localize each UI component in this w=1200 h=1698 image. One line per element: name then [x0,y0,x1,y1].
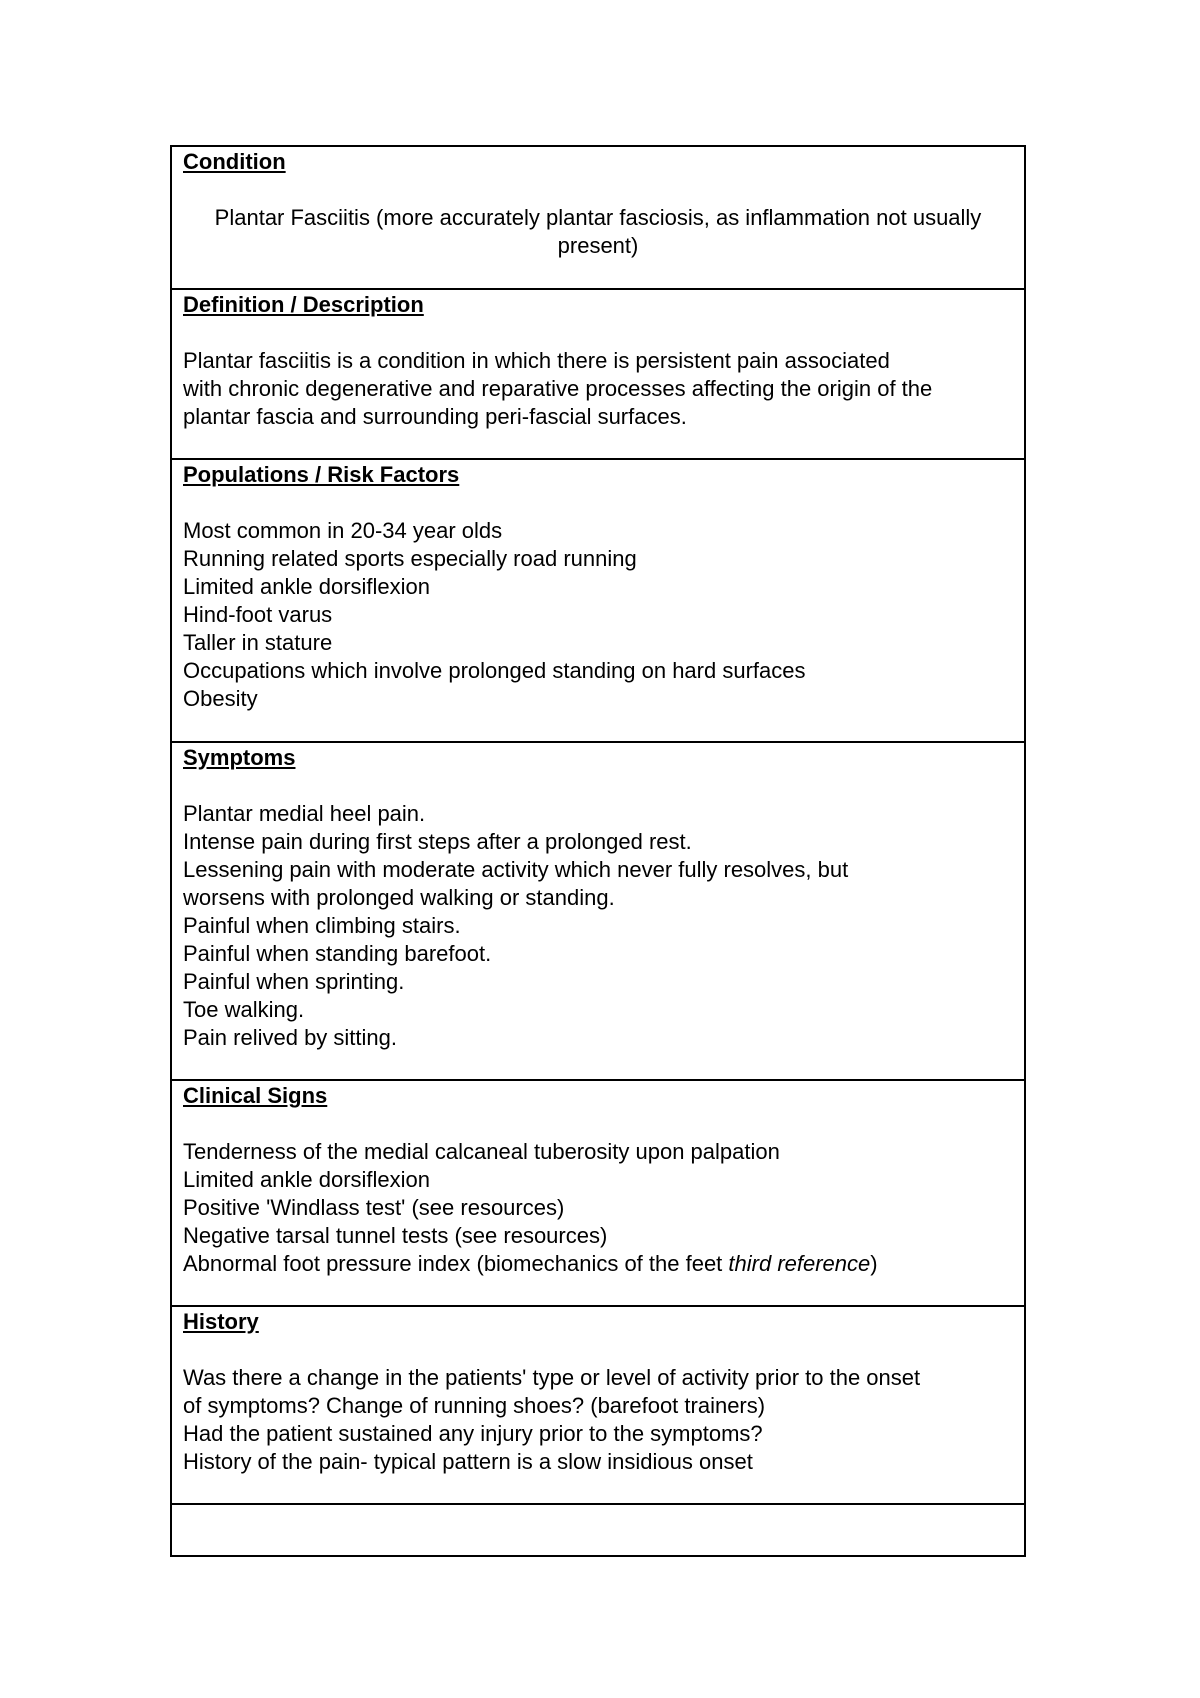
condition-text: Plantar Fasciitis (more accurately plantar fasciosis, as inflammation not usually present) [214,205,982,258]
history-item: Was there a change in the patients' type or level of activity prior to the onset [183,1365,921,1390]
risk-factor-item: Running related sports especially road running [183,546,637,571]
history-row [172,1307,1024,1505]
symptom-item: Painful when standing barefoot. [183,941,492,966]
symptom-item: Intense pain during first steps after a prolonged rest. [183,829,692,854]
definition-row [172,290,1024,460]
clinical-sign-item: Limited ankle dorsiflexion [183,1167,431,1192]
risk-factor-item: Most common in 20-34 year olds [183,518,503,543]
empty-row [172,1505,1024,1555]
symptom-item: Lessening pain with moderate activity which never fully resolves, but [183,857,849,882]
populations-heading: Populations / Risk Factors [183,462,460,487]
foot-pressure-text: Abnormal foot pressure index (biomechanics of the feet [183,1251,729,1276]
foot-pressure-closing: ) [870,1251,878,1276]
clinical-signs-row [172,1081,1024,1307]
symptoms-heading: Symptoms [183,745,296,770]
clinical-signs-heading: Clinical Signs [183,1083,328,1108]
definition-line: plantar fascia and surrounding peri-fascial surfaces. [183,404,687,429]
risk-factor-item: Occupations which involve prolonged standing on hard surfaces [183,658,806,683]
clinical-sign-item-foot-pressure [183,1250,1013,1278]
symptom-item: Plantar medial heel pain. [183,801,426,826]
history-item: History of the pain- typical pattern is a slow insidious onset [183,1449,753,1474]
definition-heading: Definition / Description [183,292,424,317]
definition-line: with chronic degenerative and reparative processes affecting the origin of the [183,376,933,401]
symptoms-row [172,743,1024,1081]
third-reference-text: third reference [728,1251,871,1276]
clinical-sign-item: Negative tarsal tunnel tests (see resources) [183,1223,608,1248]
history-item: of symptoms? Change of running shoes? (barefoot trainers) [183,1393,766,1418]
clinical-sign-item: Tenderness of the medial calcaneal tuberosity upon palpation [183,1139,780,1164]
condition-table [170,145,1026,1557]
history-item: Had the patient sustained any injury prior to the symptoms? [183,1421,763,1446]
symptom-item: Painful when sprinting. [183,969,405,994]
symptom-item: Painful when climbing stairs. [183,913,461,938]
history-heading: History [183,1309,259,1334]
symptom-item: worsens with prolonged walking or standing. [183,885,615,910]
populations-row [172,460,1024,743]
symptom-item: Pain relived by sitting. [183,1025,397,1050]
risk-factor-item: Limited ankle dorsiflexion [183,574,431,599]
symptom-item: Toe walking. [183,997,305,1022]
condition-row [172,147,1024,290]
risk-factor-item: Taller in stature [183,630,333,655]
condition-heading: Condition [183,149,286,174]
risk-factor-item: Obesity [183,686,258,711]
definition-line: Plantar fasciitis is a condition in which there is persistent pain associated [183,348,890,373]
risk-factor-item: Hind-foot varus [183,602,333,627]
clinical-sign-item: Positive 'Windlass test' (see resources) [183,1195,565,1220]
